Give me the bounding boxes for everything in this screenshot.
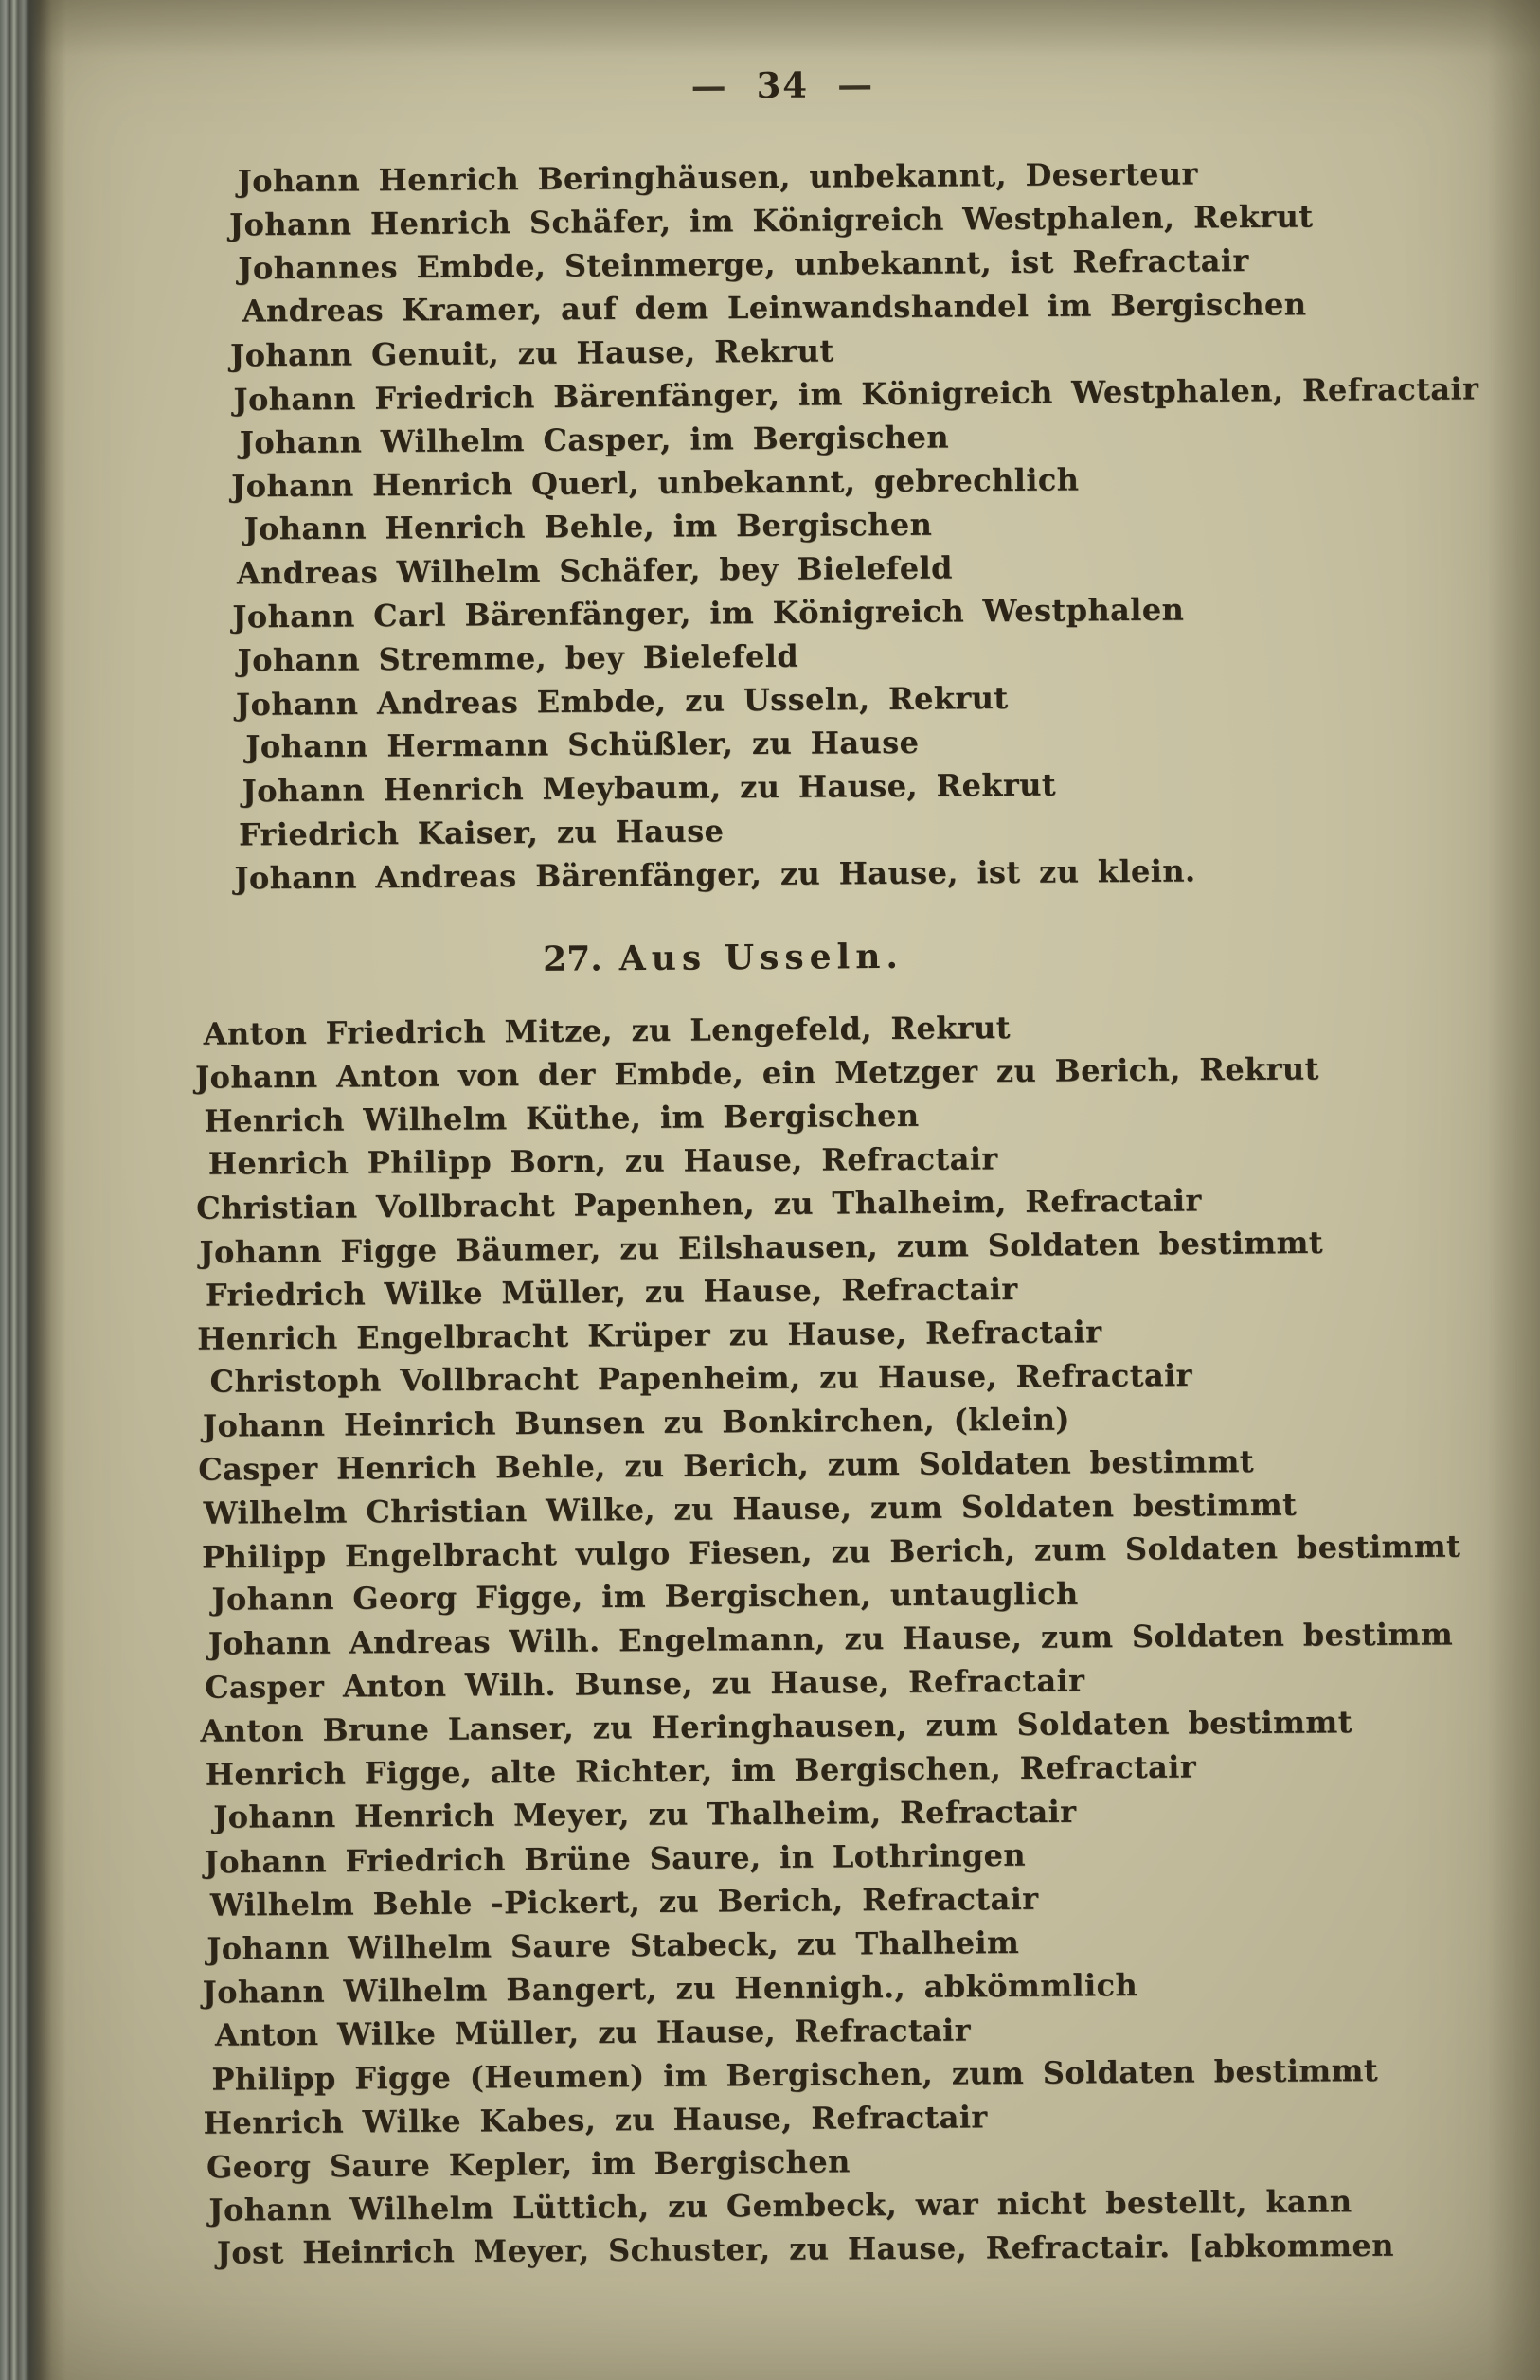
list-entry: Johann Anton von der Embde, ein Metzger zu Berich, Rekrut [194, 1050, 1319, 1096]
list-entry: Philipp Figge (Heumen) im Bergischen, zum Soldaten bestimmt [211, 2051, 1379, 2098]
page-number-header [134, 59, 1432, 111]
list-entry: Anton Friedrich Mitze, zu Lengefeld, Rekrut [203, 1010, 1012, 1052]
list-entry: Johann Wilhelm Casper, im Bergischen [239, 419, 950, 461]
section-number: 27. [543, 939, 602, 979]
list-entry: Anton Brune Lanser, zu Heringhausen, zum Soldaten bestimmt [200, 1704, 1352, 1749]
list-entry: Casper Anton Wilh. Bunse, zu Hause, Refractair [204, 1662, 1085, 1706]
list-entry: Wilhelm Christian Wilke, zu Hause, zum Soldaten bestimmt [203, 1486, 1298, 1531]
list-entry: Casper Henrich Behle, zu Berich, zum Soldaten bestimmt [198, 1442, 1255, 1488]
list-entry: Christoph Vollbracht Papenheim, zu Hause, Refractair [209, 1357, 1193, 1400]
list-entry: Henrich Philipp Born, zu Hause, Refractair [207, 1140, 998, 1182]
list-entry: Johann Stremme, bey Bielefeld [237, 637, 799, 679]
list-entry: Johann Andreas Embde, zu Usseln, Rekrut [235, 679, 1009, 724]
list-entry: Jost Heinrich Meyer, Schuster, zu Hause, Refractair. [abkommen [216, 2227, 1394, 2271]
list-entry: Henrich Figge, alte Richter, im Bergischen, Refractair [205, 1748, 1197, 1793]
list-entry: Andreas Kramer, auf dem Leinwandshandel im Bergischen [242, 286, 1307, 330]
list-entry: Anton Wilke Müller, zu Hause, Refractair [214, 2012, 972, 2053]
list-entry: Johann Wilhelm Saure Stabeck, zu Thalheim [206, 1924, 1020, 1967]
list-entry: Johann Friedrich Bärenfänger, im Königreich Westphalen, Refractair [233, 370, 1479, 419]
list-entry: Georg Saure Kepler, im Bergischen [206, 2143, 851, 2186]
list-entry: Henrich Wilke Kabes, zu Hause, Refractair [203, 2099, 988, 2141]
list-entry: Johann Heinrich Bunsen zu Bonkirchen, (klein) [202, 1401, 1070, 1444]
list-entry: Johann Andreas Wilh. Engelmann, zu Hause, zum Soldaten bestimm [207, 1616, 1454, 1662]
list-entry: Johann Genuit, zu Hause, Rekrut [229, 332, 834, 374]
list-entry: Johann Wilhelm Lüttich, zu Gembeck, war nicht bestellt, kann [208, 2183, 1352, 2228]
list-entry: Johann Hermann Schüßler, zu Hause [245, 724, 920, 765]
conscript-list-usseln [194, 1002, 1461, 2275]
list-entry: Johann Henrich Meyer, zu Thalheim, Refractair [213, 1793, 1077, 1835]
list-entry: Johannes Embde, Steinmerge, unbekannt, ist Refractair [238, 242, 1249, 287]
section-heading [140, 934, 1306, 983]
list-entry: Philipp Engelbracht vulgo Fiesen, zu Berich, zum Soldaten bestimmt [201, 1528, 1461, 1576]
section-title: Aus Usseln. [618, 936, 904, 979]
list-entry: Johann Henrich Behle, im Bergischen [243, 506, 933, 547]
list-entry: Johann Georg Figge, im Bergischen, untauglich [211, 1575, 1079, 1618]
page-number-dash-right: — [836, 63, 875, 106]
list-entry: Johann Henrich Meybaum, zu Hause, Rekrut [242, 766, 1057, 810]
list-entry: Johann Figge Bäumer, zu Eilshausen, zum Soldaten bestimmt [199, 1224, 1324, 1271]
list-entry: Andreas Wilhelm Schäfer, bey Bielefeld [236, 549, 953, 592]
list-entry: Henrich Wilhelm Küthe, im Bergischen [204, 1097, 920, 1139]
list-entry: Johann Friedrich Brüne Saure, in Lothringen [204, 1836, 1027, 1881]
list-entry: Friedrich Kaiser, zu Hause [238, 813, 725, 853]
list-entry: Johann Henrich Beringhäusen, unbekannt, Deserteur [237, 155, 1198, 200]
list-entry: Johann Henrich Querl, unbekannt, gebrechlich [230, 461, 1080, 505]
list-entry: Christian Vollbracht Papenhen, zu Thalheim, Refractair [195, 1182, 1202, 1226]
page-number: 34 [756, 63, 810, 107]
list-entry: Wilhelm Behle -Pickert, zu Berich, Refractair [209, 1880, 1039, 1924]
list-entry: Friedrich Wilke Müller, zu Hause, Refractair [205, 1270, 1018, 1314]
list-entry: Henrich Engelbracht Krüper zu Hause, Refractair [197, 1314, 1102, 1357]
list-entry: Johann Henrich Schäfer, im Königreich Westphalen, Rekrut [228, 198, 1314, 243]
list-entry: Johann Carl Bärenfänger, im Königreich Westphalen [232, 591, 1185, 635]
conscript-list-continued [228, 150, 1479, 900]
page-number-dash-left: — [690, 64, 728, 107]
list-entry: Johann Wilhelm Bangert, zu Hennigh., abkömmlich [202, 1966, 1138, 2011]
list-entry: Johann Andreas Bärenfänger, zu Hause, ist zu klein. [234, 852, 1196, 897]
